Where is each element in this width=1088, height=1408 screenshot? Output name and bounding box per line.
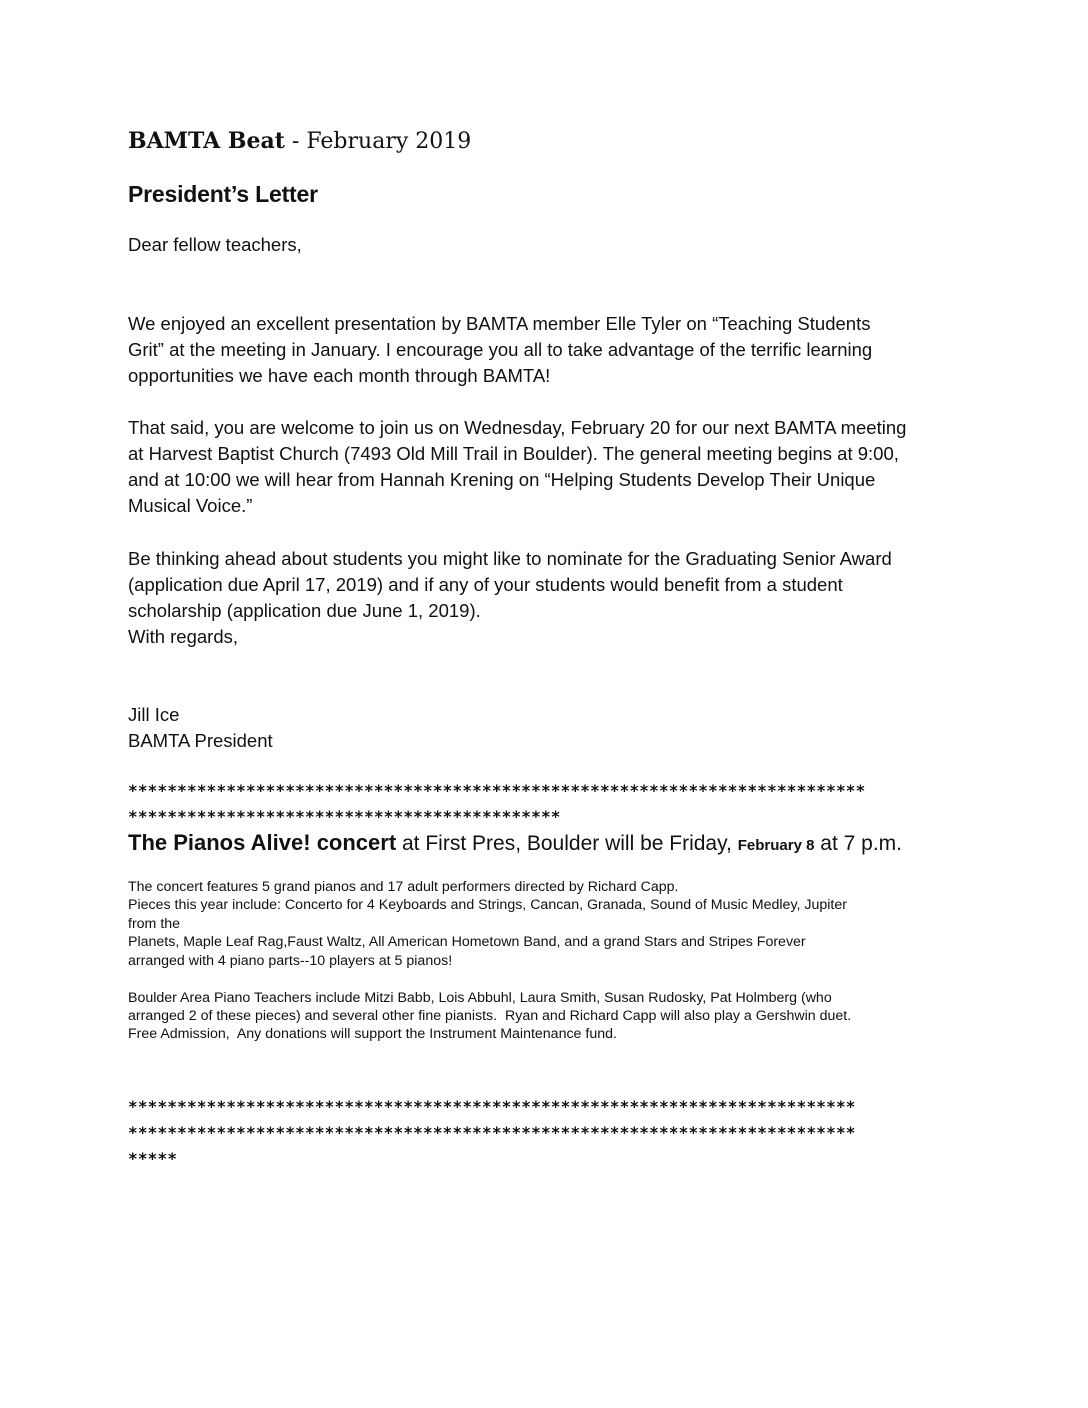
closing: With regards,: [128, 626, 239, 647]
presidents-letter-heading: President’s Letter: [128, 181, 318, 207]
concert-line: Pieces this year include: Concerto for 4 Keyboards and Strings, Cancan, Granada, Sound of Music Medley, Jupiter: [128, 897, 847, 913]
letter-line: Grit” at the meeting in January. I encourage you all to take advantage of the terrific learning: [128, 339, 873, 360]
newsletter-date: - February 2019: [291, 129, 472, 154]
concert-line: from the: [128, 915, 181, 932]
concert-line: arranged with 4 piano parts--10 players at 5 pianos!: [128, 952, 453, 969]
concert-line: The concert features 5 grand pianos and 17 adult performers directed by Richard Capp.: [128, 878, 679, 895]
separator-line: **************************************************************************: [128, 1123, 856, 1142]
separator-2: [128, 1068, 856, 1224]
concert-name: The Pianos Alive!: [128, 830, 311, 855]
letter-line: (application due April 17, 2019) and if any of your students would benefit from a student: [128, 574, 843, 595]
separator-line: **************************************************************************: [128, 1097, 856, 1116]
letter-line: scholarship (application due June 1, 2019).: [128, 600, 481, 621]
concert-date: February 8: [737, 837, 815, 854]
separator-line: ***************************************************************************: [128, 781, 866, 800]
separator-line: ********************************************: [128, 807, 561, 826]
concert-heading: [128, 830, 902, 856]
concert-line: arranged 2 of these pieces) and several other fine pianists. Ryan and Richard Capp will also play a Gershwin duet.: [128, 1008, 852, 1024]
salutation: Dear fellow teachers,: [128, 234, 302, 255]
letter-line: That said, you are welcome to join us on Wednesday, February 20 for our next BAMTA meeting: [128, 417, 907, 438]
signer-name: Jill Ice: [128, 704, 180, 725]
concert-venue: at First Pres, Boulder will be Friday,: [396, 832, 738, 855]
letter-line: We enjoyed an excellent presentation by BAMTA member Elle Tyler on “Teaching Students: [128, 313, 871, 334]
letter-line: and at 10:00 we will hear from Hannah Krening on “Helping Students Develop Their Unique: [128, 469, 876, 490]
newsletter-title: [128, 128, 471, 154]
concert-time: at 7 p.m.: [814, 832, 902, 855]
concert-teachers: [128, 970, 851, 1063]
separator-line: *****: [128, 1149, 178, 1168]
concert-admission: Free Admission, Any donations will support the Instrument Maintenance fund.: [128, 1026, 617, 1042]
letter-line: Be thinking ahead about students you might like to nominate for the Graduating Senior Award: [128, 548, 892, 569]
concert-line: Boulder Area Piano Teachers include Mitzi Babb, Lois Abbuhl, Laura Smith, Susan Rudosky, Pat Holmberg (who: [128, 989, 832, 1006]
concert-line: Planets, Maple Leaf Rag,Faust Waltz, All American Hometown Band, and a grand Stars and Stripes Forever: [128, 934, 806, 950]
letter-line: at Harvest Baptist Church (7493 Old Mill Trail in Boulder). The general meeting begins at 9:00,: [128, 443, 899, 464]
signer-title: BAMTA President: [128, 730, 273, 751]
letter-line: Musical Voice.”: [128, 495, 253, 516]
letter-line: opportunities we have each month through BAMTA!: [128, 365, 551, 386]
letter-paragraph-3: [128, 520, 892, 676]
newsletter-name: BAMTA Beat: [128, 128, 285, 154]
concert-word: concert: [310, 830, 397, 855]
